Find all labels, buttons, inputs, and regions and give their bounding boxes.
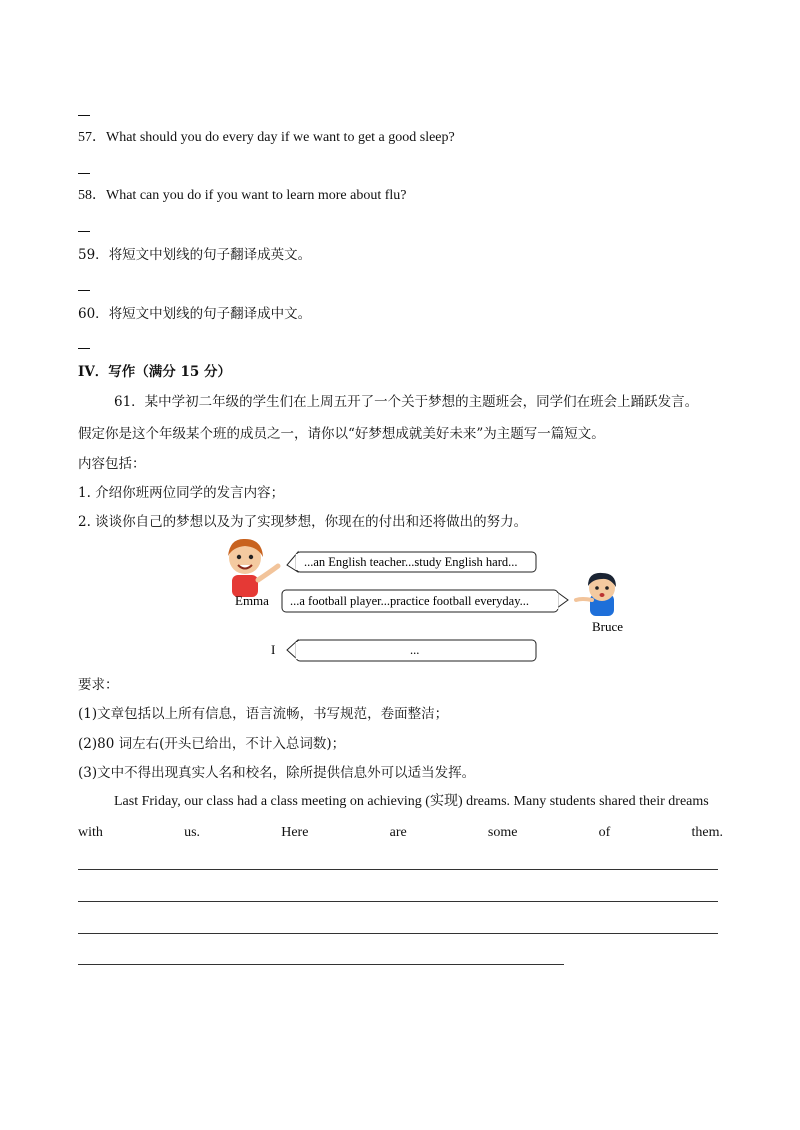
writing-line[interactable]	[78, 964, 564, 965]
i-label: I	[271, 642, 276, 657]
writing-line[interactable]	[78, 869, 718, 870]
question-number: 57．	[78, 130, 106, 145]
essay-word: them.	[691, 825, 723, 840]
emma-figure	[228, 539, 278, 597]
section-heading: IV．写作（满分 15 分）	[78, 364, 231, 380]
answer-dash	[78, 231, 90, 232]
content-label: 内容包括：	[78, 456, 146, 472]
question-text: What should you do every day if we want to get a good sleep?	[106, 130, 455, 145]
question-number: 58．	[78, 188, 106, 203]
writing-prompt-line: 假定你是这个年级某个班的成员之一，请你以“好梦想成就美好未来”为主题写一篇短文。	[78, 426, 605, 442]
content-item: 1. 介绍你班两位同学的发言内容；	[78, 485, 285, 501]
question-58	[78, 187, 407, 205]
emma-label: Emma	[235, 593, 269, 608]
question-59	[78, 246, 311, 264]
dream-illustration	[200, 530, 640, 670]
answer-dash	[78, 173, 90, 174]
essay-word: some	[487, 825, 518, 840]
i-bubble-text: ...	[410, 643, 420, 657]
requirement-item: (1)文章包括以上所有信息，语言流畅，书写规范，卷面整洁；	[78, 706, 449, 722]
answer-dash	[78, 115, 90, 116]
essay-word: us.	[184, 825, 201, 840]
essay-word: Here	[281, 825, 309, 840]
writing-prompt-line: 61．某中学初二年级的学生们在上周五开了一个关于梦想的主题班会，同学们在班会上踊跃发言。	[114, 394, 699, 410]
question-text: What can you do if you want to learn more about flu?	[106, 188, 407, 203]
bruce-bubble-text: ...a football player...practice football everyday...	[290, 594, 530, 608]
essay-opening-line	[78, 824, 723, 842]
essay-opening-line: Last Friday, our class had a class meeting on achieving (实现) dreams. Many students shared their dreams	[114, 794, 709, 809]
requirement-item: (3)文中不得出现真实人名和校名，除所提供信息外可以适当发挥。	[78, 765, 476, 781]
answer-dash	[78, 290, 90, 291]
question-number: 59．	[78, 247, 109, 263]
question-text: 将短文中划线的句子翻译成中文。	[108, 306, 312, 322]
emma-bubble-text: ...an English teacher...study English hard...	[304, 555, 518, 569]
bruce-label: Bruce	[592, 619, 624, 634]
answer-dash	[78, 348, 90, 349]
question-60	[78, 305, 311, 323]
content-item: 2. 谈谈你自己的梦想以及为了实现梦想，你现在的付出和还将做出的努力。	[78, 514, 528, 530]
writing-line[interactable]	[78, 933, 718, 934]
requirements-label: 要求：	[78, 677, 119, 693]
question-57	[78, 129, 455, 147]
question-text: 将短文中划线的句子翻译成英文。	[108, 247, 312, 263]
writing-line[interactable]	[78, 901, 718, 902]
question-number: 60．	[78, 306, 109, 322]
requirement-item: (2)80 词左右(开头已给出，不计入总词数)；	[78, 736, 346, 752]
bruce-figure	[576, 573, 616, 616]
essay-word: are	[389, 825, 407, 840]
essay-word: of	[598, 825, 611, 840]
essay-word: with	[78, 825, 103, 840]
